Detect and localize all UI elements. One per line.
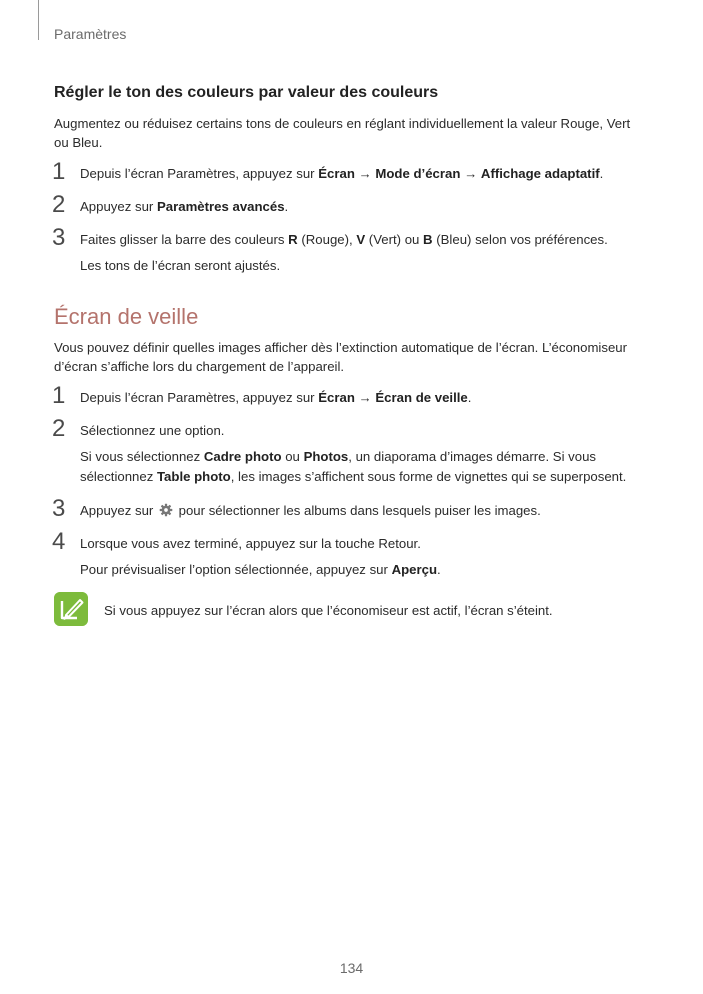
step-text: Appuyez sur Paramètres avancés. <box>80 199 289 214</box>
step-text: Depuis l’écran Paramètres, appuyez sur Écran → Écran de veille. <box>80 390 472 405</box>
step-text: Appuyez sur pour sélectionner les albums dans lesquels puiser les images. <box>80 503 541 518</box>
step-number: 3 <box>52 224 66 251</box>
page-number: 134 <box>339 960 364 976</box>
margin-rule <box>38 0 39 40</box>
note-text: Si vous appuyez sur l’écran alors que l’économiseur est actif, l’écran s’éteint. <box>104 603 553 618</box>
color-step-2 <box>52 191 644 218</box>
note-icon <box>54 592 88 626</box>
color-step-1 <box>52 158 644 185</box>
header-section-label: Paramètres <box>54 26 127 42</box>
screensaver-step-4 <box>52 528 644 580</box>
step-number: 1 <box>52 382 66 409</box>
step-text: Lorsque vous avez terminé, appuyez sur la touche Retour. <box>80 536 421 551</box>
section-title-screensaver: Écran de veille <box>54 304 199 329</box>
gear-icon <box>159 503 173 517</box>
step-text: Sélectionnez une option. <box>80 423 225 438</box>
intro-color-tone: Augmentez ou réduisez certains tons de couleurs en réglant individuellement la valeur Rouge, Vert ou Bleu. <box>54 116 631 150</box>
screensaver-step-1 <box>52 382 644 409</box>
step-number: 2 <box>52 415 66 442</box>
intro-screensaver: Vous pouvez définir quelles images afficher dès l’extinction automatique de l’écran. L’économiseur d’écran s’affiche lors du chargement de l’appareil. <box>54 340 628 374</box>
screensaver-step-2 <box>52 415 644 487</box>
note-box <box>54 600 644 634</box>
step-subtext: Pour prévisualiser l’option sélectionnée, appuyez sur Aperçu. <box>80 562 441 577</box>
page-content <box>54 84 644 634</box>
step-number: 3 <box>52 495 66 522</box>
step-number: 4 <box>52 528 66 555</box>
step-subtext: Si vous sélectionnez Cadre photo ou Photos, un diaporama d’images démarre. Si vous sélectionnez Table photo, les images s’affichent sous forme de vignettes qui se superposent. <box>80 449 627 484</box>
step-subtext: Les tons de l’écran seront ajustés. <box>80 258 281 273</box>
step-number: 2 <box>52 191 66 218</box>
screensaver-step-3 <box>52 495 644 522</box>
step-text: Faites glisser la barre des couleurs R (Rouge), V (Vert) ou B (Bleu) selon vos préférences. <box>80 232 608 247</box>
color-step-3 <box>52 224 644 276</box>
step-text: Depuis l’écran Paramètres, appuyez sur Écran → Mode d’écran → Affichage adaptatif. <box>80 166 604 181</box>
step-number: 1 <box>52 158 66 185</box>
subheading-color-tone: Régler le ton des couleurs par valeur des couleurs <box>54 84 439 101</box>
